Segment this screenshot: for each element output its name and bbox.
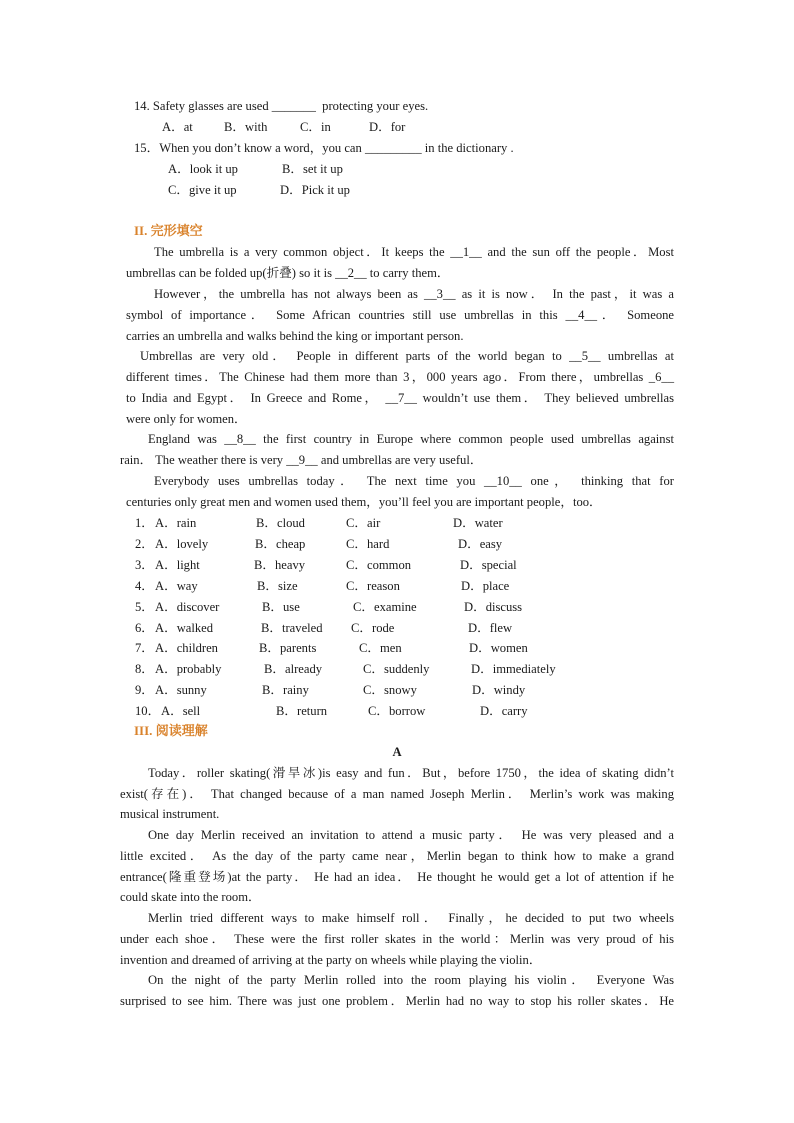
q14-option-c: C．in xyxy=(300,120,331,134)
q14-option-b: B．with xyxy=(224,120,268,134)
answer-option: A．sunny xyxy=(155,683,207,697)
answer-option: B．heavy xyxy=(254,558,306,572)
answer-number: 7． xyxy=(135,641,154,655)
q15-option-d: D．Pick it up xyxy=(280,183,350,197)
answer-option: A．children xyxy=(155,641,218,655)
reading-line: One day Merlin received an invitation to attend a music party． He was very pleased and a xyxy=(148,828,674,842)
cloze-line: different times．The Chinese had them more than 3，000 years ago．From there，umbrellas _6__ xyxy=(126,370,674,384)
answer-option: D．carry xyxy=(480,704,528,718)
reading-line: entrance(隆重登场)at the party． He had an idea． He thought he would get a lot of attention if he xyxy=(120,870,674,884)
answer-option: A．way xyxy=(155,579,198,593)
answer-option: C．reason xyxy=(346,579,400,593)
section-2-heading-title: 完形填空 xyxy=(150,224,203,239)
answer-number: 2． xyxy=(135,537,154,551)
answer-option: B．cloud xyxy=(256,516,305,530)
answer-option: D．special xyxy=(460,558,517,572)
answer-option: C．hard xyxy=(346,537,390,551)
answer-option: C．examine xyxy=(353,600,417,614)
answer-option: A．lovely xyxy=(155,537,209,551)
answer-option: B．traveled xyxy=(261,621,323,635)
answer-option: B．already xyxy=(264,662,323,676)
q15-option-b: B．set it up xyxy=(282,162,343,176)
section-3-heading-num: III. xyxy=(134,723,156,738)
cloze-line: However，the umbrella has not always been as __3__ as it is now． In the past，it was a xyxy=(154,287,674,301)
answer-option: A．probably xyxy=(155,662,222,676)
answer-option: B．use xyxy=(262,600,300,614)
section-2-heading-num: II. xyxy=(134,223,151,238)
reading-line: under each shoe． These were the first roller skates in the world：Merlin was very proud of his xyxy=(120,932,674,946)
answer-number: 10． xyxy=(135,704,161,718)
reading-line: little excited． As the day of the party came near，Merlin began to think how to make a grand xyxy=(120,849,674,863)
cloze-line: to India and Egypt． In Greece and Rome， __7__ wouldn’t use them． They believed umbrellas xyxy=(126,391,674,405)
cloze-line: rain． The weather there is very __9__ and umbrellas are very useful． xyxy=(120,453,483,467)
answer-option: B．parents xyxy=(259,641,317,655)
answer-number: 8． xyxy=(135,662,154,676)
answer-option: D．immediately xyxy=(471,662,556,676)
answer-option: A．rain xyxy=(155,516,197,530)
answer-number: 4． xyxy=(135,579,154,593)
answer-number: 9． xyxy=(135,683,154,697)
answer-option: B．return xyxy=(276,704,328,718)
reading-line: exist(存在)． That changed because of a man named Joseph Merlin． Merlin’s work was making xyxy=(120,787,674,801)
cloze-line: symbol of importance． Some African countries still use umbrellas in this __4__． Someone xyxy=(126,308,674,322)
section-3-heading-title: 阅读理解 xyxy=(155,724,208,739)
cloze-line: Umbrellas are very old． People in different parts of the world began to __5__ umbrellas at xyxy=(140,349,674,363)
section-2-heading xyxy=(134,223,203,240)
cloze-line: carries an umbrella and walks behind the king or important person. xyxy=(126,329,464,343)
answer-number: 1． xyxy=(135,516,154,530)
reading-line: Today．roller skating(滑旱冰)is easy and fun．But，before 1750，the idea of skating didn’t xyxy=(148,766,674,780)
answer-option: B．size xyxy=(257,579,298,593)
reading-line: surprised to see him. There was just one problem．Merlin had no way to stop his roller skates．He xyxy=(120,994,674,1008)
answer-option: D．discuss xyxy=(464,600,523,614)
answer-option: A．walked xyxy=(155,621,214,635)
cloze-line: centuries only great men and women used them，you’ll feel you are important people，too． xyxy=(126,495,602,509)
cloze-line: The umbrella is a very common object．It keeps the __1__ and the sun off the people．Most xyxy=(154,245,674,259)
q15-option-a: A．look it up xyxy=(168,162,238,176)
answer-option: B．cheap xyxy=(255,537,306,551)
answer-option: C．air xyxy=(346,516,381,530)
answer-option: D．water xyxy=(453,516,503,530)
answer-number: 5． xyxy=(135,600,154,614)
passage-label: A xyxy=(392,745,402,759)
reading-line: musical instrument. xyxy=(120,807,220,821)
question-15-stem: 15．When you don’t know a word，you can _________ in the dictionary . xyxy=(134,141,514,155)
answer-number: 3． xyxy=(135,558,154,572)
reading-line: could skate into the room． xyxy=(120,890,261,904)
section-3-heading xyxy=(134,723,208,740)
answer-option: D．place xyxy=(461,579,510,593)
cloze-line: England was __8__ the first country in Europe where common people used umbrellas against xyxy=(148,432,674,446)
q15-option-c: C．give it up xyxy=(168,183,237,197)
answer-option: C．borrow xyxy=(368,704,426,718)
answer-option: A．discover xyxy=(155,600,220,614)
question-14-stem: 14. Safety glasses are used _______ protecting your eyes. xyxy=(134,99,429,113)
answer-option: C．suddenly xyxy=(363,662,430,676)
cloze-line: umbrellas can be folded up(折叠) so it is __2__ to carry them． xyxy=(126,266,450,280)
cloze-line: Everybody uses umbrellas today． The next time you __10__ one， thinking that for xyxy=(154,474,674,488)
answer-number: 6． xyxy=(135,621,154,635)
q14-option-a: A．at xyxy=(162,120,193,134)
reading-line: Merlin tried different ways to make himself roll． Finally，he decided to put two wheels xyxy=(148,911,674,925)
answer-option: C．snowy xyxy=(363,683,417,697)
reading-line: On the night of the party Merlin rolled into the room playing his violin． Everyone Was xyxy=(148,973,674,987)
answer-option: C．rode xyxy=(351,621,395,635)
answer-option: D．windy xyxy=(472,683,526,697)
answer-option: D．flew xyxy=(468,621,513,635)
answer-option: A．light xyxy=(155,558,200,572)
answer-option: A．sell xyxy=(161,704,201,718)
answer-option: B．rainy xyxy=(262,683,309,697)
q14-option-d: D．for xyxy=(369,120,406,134)
answer-option: D．women xyxy=(469,641,528,655)
answer-option: C．common xyxy=(346,558,412,572)
reading-line: invention and dreamed of arriving at the party on wheels while playing the violin． xyxy=(120,953,542,967)
cloze-line: were only for women． xyxy=(126,412,247,426)
answer-option: D．easy xyxy=(458,537,503,551)
answer-option: C．men xyxy=(359,641,402,655)
